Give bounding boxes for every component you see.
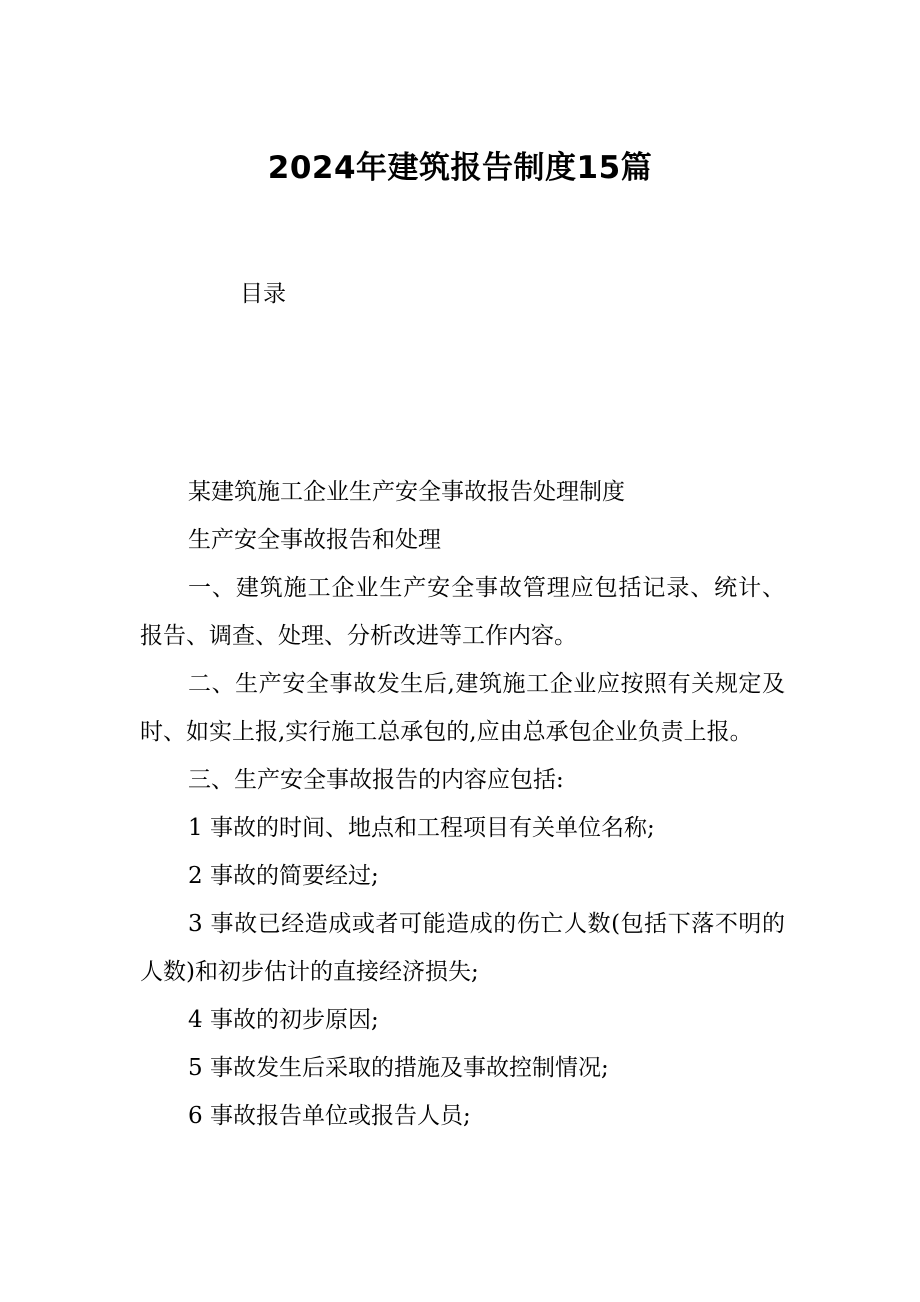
list-item: 1 事故的时间、地点和工程项目有关单位名称; <box>188 815 655 841</box>
list-item: 2 事故的简要经过; <box>188 863 379 889</box>
list-item: 6 事故报告单位或报告人员; <box>188 1103 471 1129</box>
document-title: 2024年建筑报告制度15篇 <box>267 150 653 186</box>
document-body <box>140 468 785 1140</box>
paragraph: 三、生产安全事故报告的内容应包括: <box>188 767 564 793</box>
list-item: 4 事故的初步原因; <box>188 1007 379 1033</box>
list-item: 3 事故已经造成或者可能造成的伤亡人数(包括下落不明的人数)和初步估计的直接经济损失; <box>140 911 785 985</box>
paragraph: 一、建筑施工企业生产安全事故管理应包括记录、统计、报告、调查、处理、分析改进等工作内容。 <box>140 575 785 649</box>
list-item: 5 事故发生后采取的措施及事故控制情况; <box>188 1055 609 1081</box>
paragraph: 二、生产安全事故发生后,建筑施工企业应按照有关规定及时、如实上报,实行施工总承包的,应由总承包企业负责上报。 <box>140 671 785 745</box>
paragraph-heading: 某建筑施工企业生产安全事故报告处理制度 <box>188 479 625 505</box>
toc-heading: 目录 <box>240 281 286 307</box>
paragraph-subheading: 生产安全事故报告和处理 <box>188 527 441 553</box>
